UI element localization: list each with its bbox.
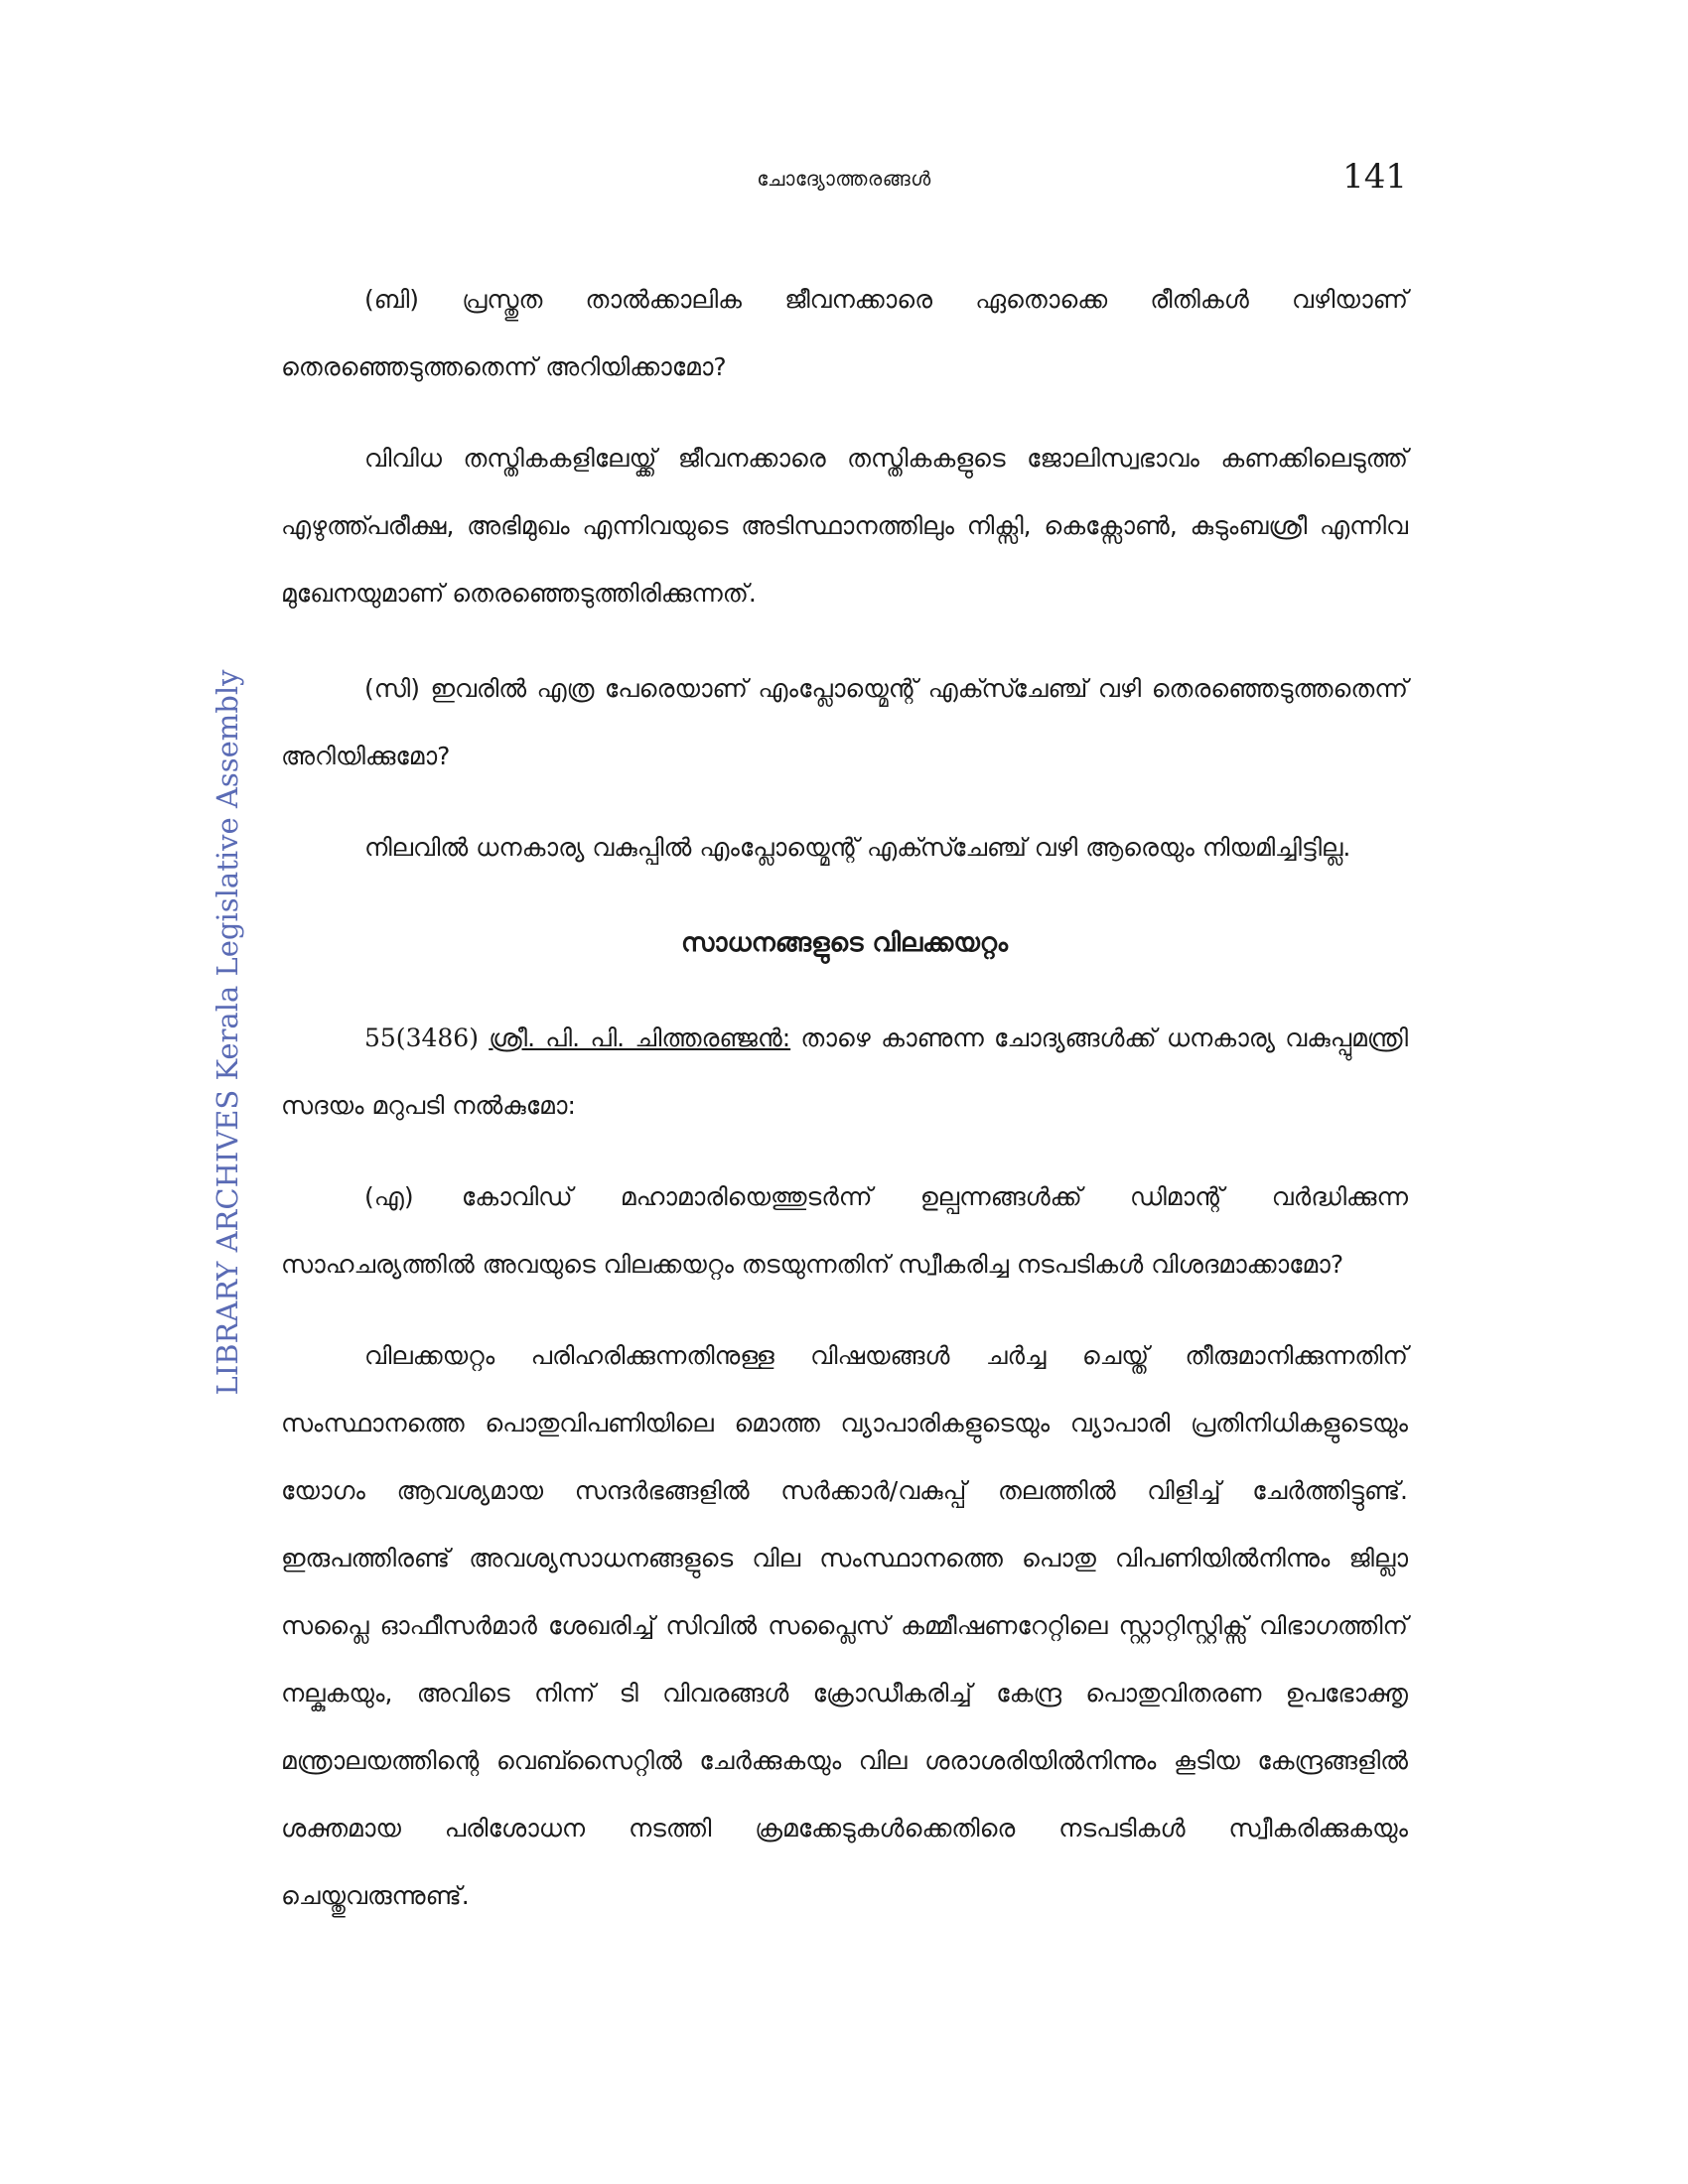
question-number: 55(3486): [364, 1024, 479, 1052]
member-name: ശ്രീ. പി. പി. ചിത്തരഞ്ജൻ:: [489, 1024, 791, 1052]
answer-b: വിവിധ തസ്തികകളിലേയ്ക്ക് ജീവനക്കാരെ തസ്തികകളുടെ ജോലിസ്വഭാവം കണക്കിലെടുത്ത് എഴുത്ത്പരീക്ഷ, അഭിമുഖം എന്നിവയുടെ അടിസ്ഥാനത്തിലും നിക്സി, കെക്സോൺ, കുടുംബശ്രീ എന്നിവ മുഖേനയുമാണ് തെരഞ്ഞെടുത്തിരിക്കുന്നത്.: [281, 444, 1408, 608]
question-55-a: (എ) കോവിഡ് മഹാമാരിയെത്തുടർന്ന് ഉല്പന്നങ്ങൾക്ക് ഡിമാന്റ് വർദ്ധിക്കുന്ന സാഹചര്യത്തിൽ അവയുടെ വിലക്കയറ്റം തടയുന്നതിന് സ്വീകരിച്ച നടപടികൾ വിശദമാക്കാമോ?: [281, 1182, 1408, 1279]
question-55-intro: [281, 1005, 1408, 1140]
document-body: [281, 266, 1408, 1958]
archive-watermark: LIBRARY ARCHIVES Kerala Legislative Assembly: [211, 669, 244, 1396]
question-c: (സി) ഇവരിൽ എത്ര പേരെയാണ് എംപ്ലോയ്മെന്റ് എക്സ്ചേഞ്ച് വഴി തെരഞ്ഞെടുത്തതെന്ന് അറിയിക്കുമോ?: [281, 674, 1408, 770]
running-header: ചോദ്യോത്തരങ്ങൾ: [757, 167, 931, 191]
answer-55-a: വിലക്കയറ്റം പരിഹരിക്കുന്നതിനുള്ള വിഷയങ്ങൾ ചർച്ച ചെയ്ത് തീരുമാനിക്കുന്നതിന് സംസ്ഥാനത്തെ പൊതുവിപണിയിലെ മൊത്ത വ്യാപാരികളുടെയും വ്യാപാരി പ്രതിനിധികളുടെയും യോഗം ആവശ്യമായ സന്ദർഭങ്ങളിൽ സർക്കാർ/വകുപ്പ് തലത്തിൽ വിളിച്ച് ചേർത്തിട്ടുണ്ട്. ഇരുപത്തിരണ്ട് അവശ്യസാധനങ്ങളുടെ വില സംസ്ഥാനത്തെ പൊതു വിപണിയിൽനിന്നും ജില്ലാ സപ്ലൈ ഓഫീസർമാർ ശേഖരിച്ച് സിവിൽ സപ്ലൈസ് കമ്മീഷണറേറ്റിലെ സ്റ്റാറ്റിസ്റ്റിക്സ് വിഭാഗത്തിന് നല്കുകയും, അവിടെ നിന്ന് ടി വിവരങ്ങൾ ക്രോഡീകരിച്ച് കേന്ദ്ര പൊതുവിതരണ ഉപഭോക്തൃ മന്ത്രാലയത്തിന്റെ വെബ്സൈറ്റിൽ ചേർക്കുകയും വില ശരാശരിയിൽനിന്നും കൂടിയ കേന്ദ്രങ്ങളിൽ ശക്തമായ പരിശോധന നടത്തി ക്രമക്കേടുകൾക്കെതിരെ നടപടികൾ സ്വീകരിക്കുകയും ചെയ്തുവരുന്നുണ്ട്.: [281, 1341, 1408, 1910]
question-b: (ബി) പ്രസ്തുത താൽക്കാലിക ജീവനക്കാരെ ഏതൊക്കെ രീതികൾ വഴിയാണ് തെരഞ്ഞെടുത്തതെന്ന് അറിയിക്കാമോ?: [281, 285, 1408, 381]
section-heading: സാധനങ്ങളുടെ വിലക്കയറ്റം: [680, 928, 1009, 958]
answer-c: നിലവിൽ ധനകാര്യ വകുപ്പിൽ എംപ്ലോയ്മെന്റ് എക്സ്ചേഞ്ച് വഴി ആരെയും നിയമിച്ചിട്ടില്ല.: [364, 833, 1351, 862]
page-number: 141: [1342, 157, 1407, 197]
question-intro-text: താഴെ കാണുന്ന ചോദ്യങ്ങൾക്ക് ധനകാര്യ വകുപ്പുമന്ത്രി സദയം മറുപടി നൽകുമോ:: [281, 1024, 1409, 1120]
